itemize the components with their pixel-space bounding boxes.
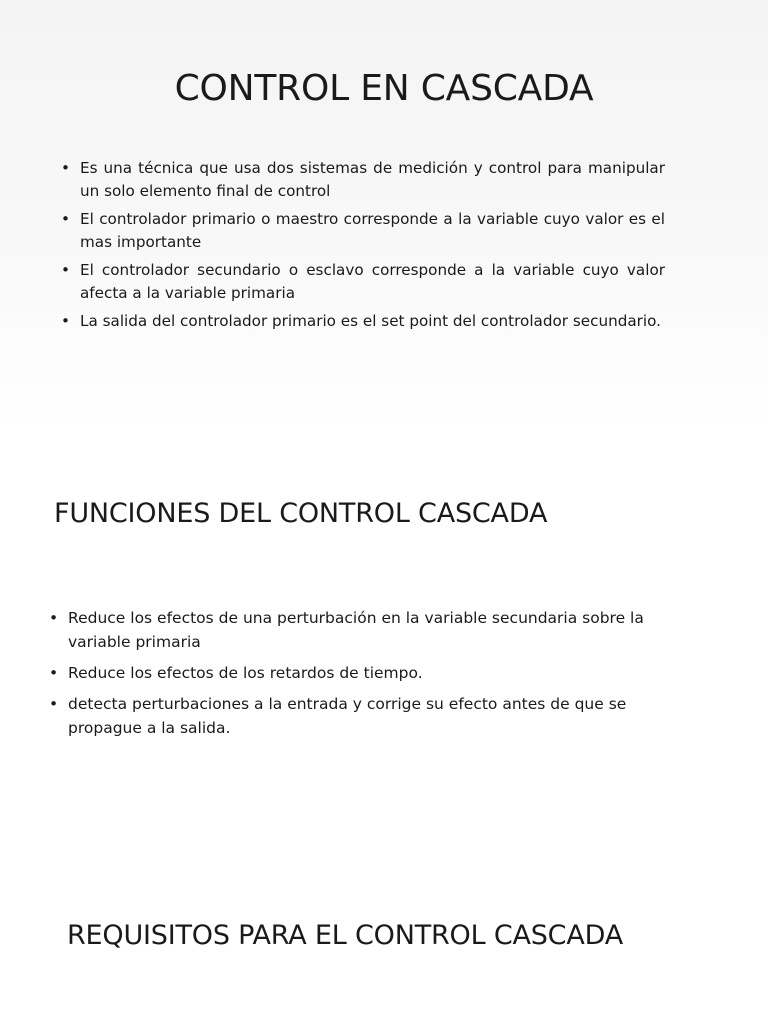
slide-control-en-cascada	[0, 0, 768, 432]
bullet-list	[44, 606, 704, 747]
bullet-item: • Es una técnica que usa dos sistemas de medición y control para manipular un solo elemento final de control	[56, 157, 665, 203]
slide-title: CONTROL EN CASCADA	[174, 68, 594, 109]
bullet-item: • detecta perturbaciones a la entrada y corrige su efecto antes de que se propague a la salida.	[44, 692, 704, 740]
bullet-item: • La salida del controlador primario es el set point del controlador secundario.	[56, 310, 665, 333]
bullet-list	[56, 157, 665, 338]
bullet-item: • El controlador primario o maestro corresponde a la variable cuyo valor es el mas importante	[56, 208, 665, 254]
bullet-item: • El controlador secundario o esclavo corresponde a la variable cuyo valor afecta a la variable primaria	[56, 259, 665, 305]
bullet-item: • Reduce los efectos de una perturbación en la variable secundaria sobre la variable primaria	[44, 606, 704, 654]
slide-title: REQUISITOS PARA EL CONTROL CASCADA	[67, 920, 623, 951]
slide-funciones	[0, 432, 768, 864]
slide-requisitos	[0, 864, 768, 1024]
slide-title: FUNCIONES DEL CONTROL CASCADA	[54, 498, 548, 529]
bullet-item: • Reduce los efectos de los retardos de tiempo.	[44, 661, 704, 685]
